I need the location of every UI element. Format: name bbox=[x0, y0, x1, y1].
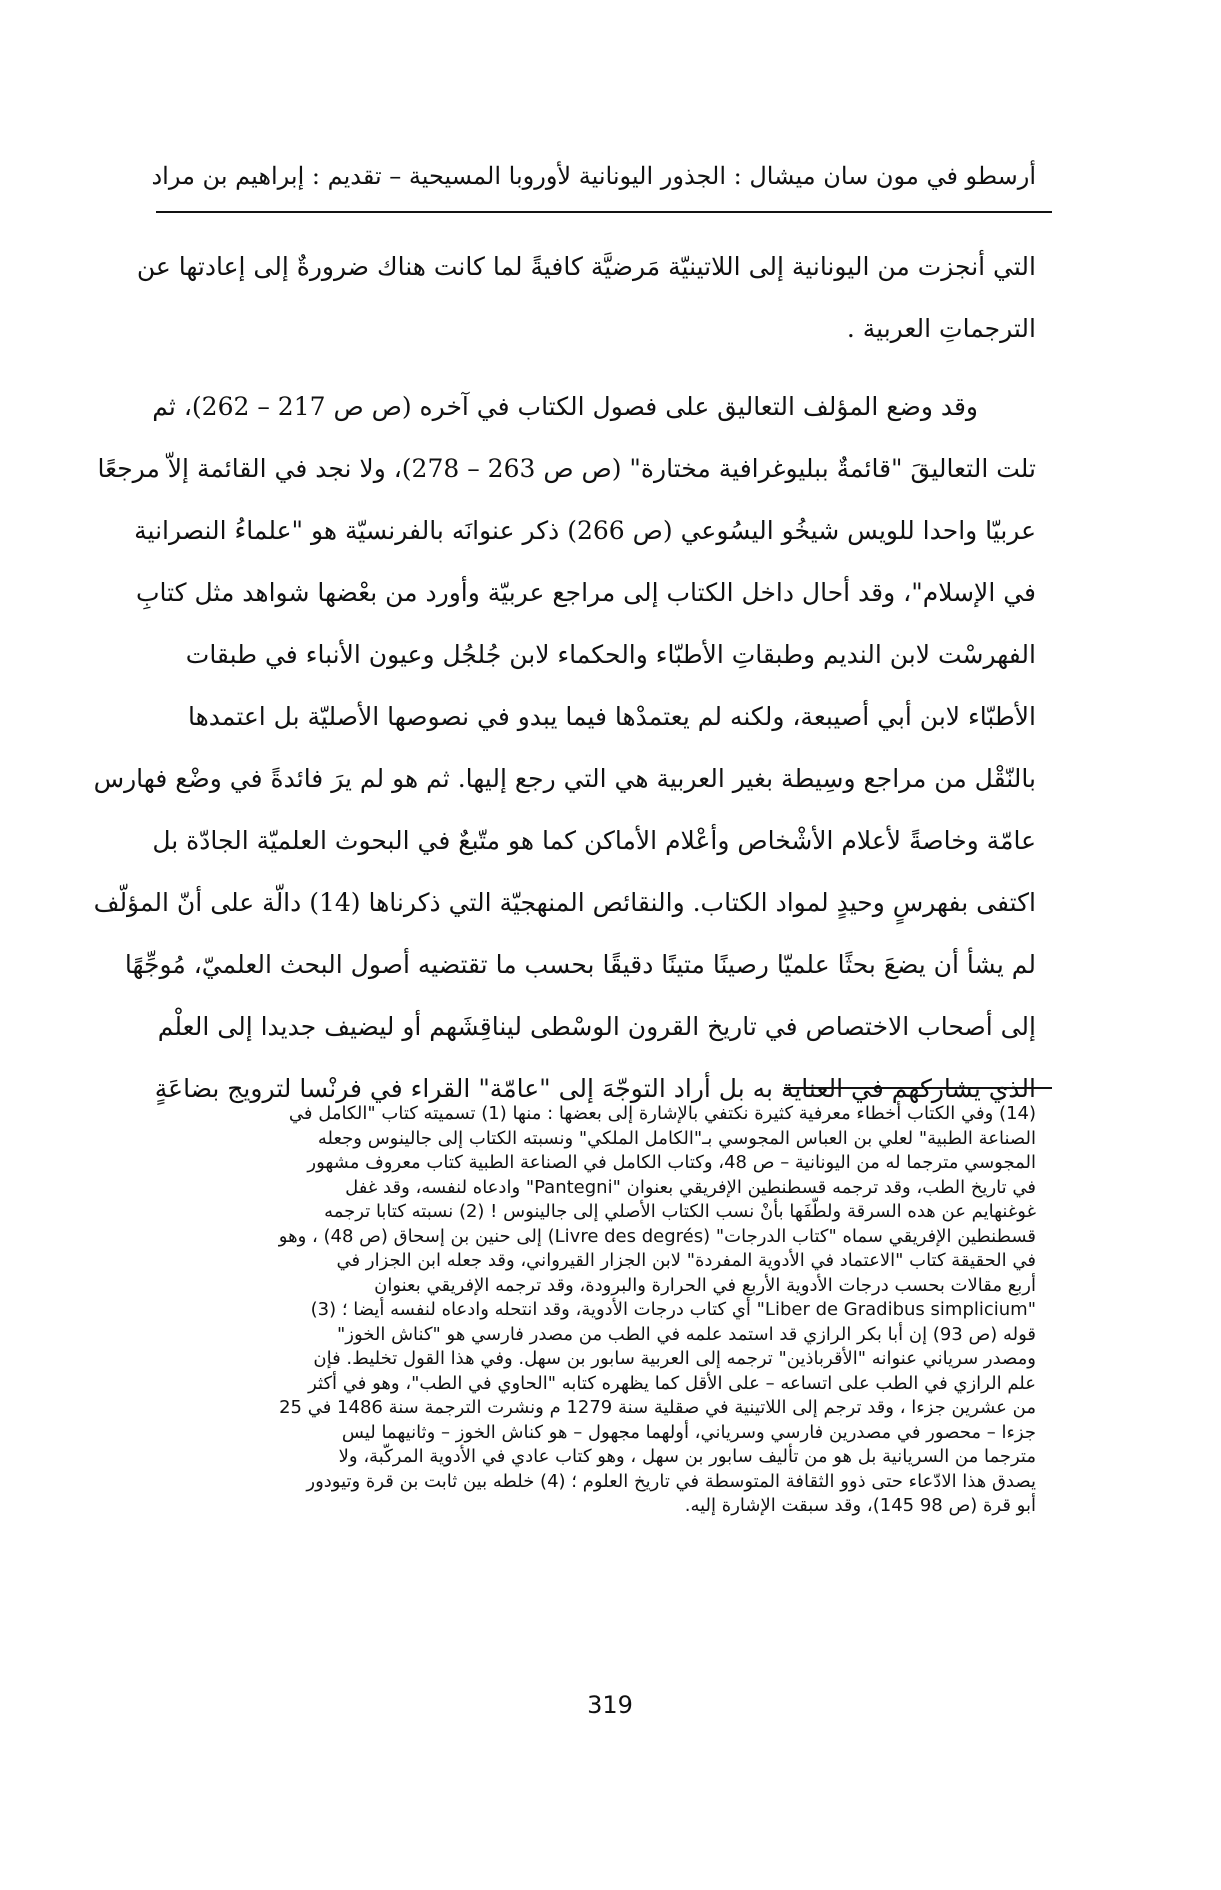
header-rule bbox=[156, 211, 1052, 213]
paragraph-2 bbox=[93, 376, 1036, 1120]
footnote-line: علم الرازي في الطب على اتساعه – على الأقل كما يظهره كتابه "الحاوي في الطب"، وهو في أكثر bbox=[308, 1372, 1036, 1394]
footnote-line: قوله (ص 93) إن أبا بكر الرازي قد استمد علمه في الطب من مصدر فارسي هو "كناش الخوز" bbox=[336, 1323, 1036, 1345]
footnote-line: "Liber de Gradibus simplicium" أي كتاب درجات الأدوية، وقد انتحله وادعاه لنفسه أيضا ؛ (3) bbox=[310, 1299, 1036, 1320]
text-line: اكتفى بفهرسٍ وحيدٍ لمواد الكتاب. والنقائص المنهجيّة التي ذكرناها (14) دالّة على أنّ المؤلّف bbox=[93, 888, 1036, 917]
footnote-line: من عشرين جزءا ، وقد ترجم إلى اللاتينية في صقلية سنة 1279 م ونشرت الترجمة سنة 1486 في 25 bbox=[279, 1397, 1036, 1418]
text-line: عربيّا واحدا للويس شيخُو اليسُوعي (ص 266) ذكر عنوانَه بالفرنسيّة هو "علماءُ النصرانية bbox=[134, 516, 1036, 545]
footnote-line: جزءا – محصور في مصدرين فارسي وسرياني، أولهما مجهول – هو كناش الخوز – وثانيهما ليس bbox=[341, 1421, 1036, 1443]
paragraph-1 bbox=[136, 236, 1036, 360]
footnote-line: يصدق هذا الادّعاء حتى ذوو الثقافة المتوسطة في تاريخ العلوم ؛ (4) خلطه بين ثابت بن قرة وتيودور bbox=[306, 1470, 1036, 1492]
text-line: الترجماتِ العربية . bbox=[846, 314, 1036, 343]
footnote-line: مترجما من السريانية بل هو من تأليف سابور بن سهل ، وهو كتاب عادي في الأدوية المركّبة، ولا bbox=[338, 1446, 1036, 1467]
text-line: الفهرسْت لابن النديم وطبقاتِ الأطبّاء والحكماء لابن جُلجُل وعيون الأنباء في طبقات bbox=[185, 640, 1036, 669]
footnote-line: ومصدر سرياني عنوانه "الأقرباذين" ترجمه إلى العربية سابور بن سهل. وفي هذا القول تخليط. فإن bbox=[313, 1348, 1036, 1369]
text-line: التي أنجزت من اليونانية إلى اللاتينيّة مَرضيَّة كافيةً لما كانت هناك ضرورةٌ إلى إعادتها عن bbox=[136, 252, 1036, 281]
footnote-rule bbox=[784, 1087, 1052, 1089]
running-header: أرسطو في مون سان ميشال : الجذور اليونانية لأوروبا المسيحية – تقديم : إبراهيم بن مراد bbox=[151, 162, 1036, 190]
text-line: إلى أصحاب الاختصاص في تاريخ القرون الوسْطى ليناقِشَهم أو ليضيف جديدا إلى العلْم bbox=[157, 1012, 1036, 1041]
text-line: وقد وضع المؤلف التعاليق على فصول الكتاب في آخره (ص ص 217 – 262)، ثم bbox=[152, 392, 978, 421]
text-line: في الإسلام"، وقد أحال داخل الكتاب إلى مراجع عربيّة وأورد من بعْضها شواهد مثل كتابِ bbox=[135, 578, 1036, 607]
footnote-line: (14) وفي الكتاب أخطاء معرفية كثيرة نكتفي بالإشارة إلى بعضها : منها (1) تسميته كتاب "الكامل في bbox=[288, 1103, 1036, 1124]
text-line: لم يشأ أن يضعَ بحثًا علميّا رصينًا متينًا دقيقًا بحسب ما تقتضيه أصول البحث العلميّ، مُوجِّهًا bbox=[124, 950, 1036, 979]
footnote-line: المجوسي مترجما له من اليونانية – ص 48، وكتاب الكامل في الصناعة الطبية كتاب معروف مشهور bbox=[307, 1152, 1036, 1173]
footnote-14 bbox=[156, 1102, 1036, 1519]
text-line: الذي يشاركهم في العناية به بل أراد التوجّهَ إلى "عامّة" القراء في فرنْسا لترويج بضاعَةٍ bbox=[154, 1074, 1036, 1103]
footnote-line: في الحقيقة كتاب "الاعتماد في الأدوية المفردة" لابن الجزار القيرواني، وقد جعله ابن الجزار في bbox=[336, 1250, 1036, 1271]
text-line: الأطبّاء لابن أبي أصيبعة، ولكنه لم يعتمدْها فيما يبدو في نصوصها الأصليّة بل اعتمدها bbox=[187, 702, 1036, 731]
footnote-line: غوغنهايم عن هده السرقة ولطّفَها بأنْ نسب الكتاب الأصلي إلى جالينوس ! (2) نسبته كتابا ترجمه bbox=[324, 1201, 1036, 1222]
page-number: 319 bbox=[587, 1691, 633, 1719]
footnote-line: أبو قرة (ص 98 145)، وقد سبقت الإشارة إليه. bbox=[684, 1495, 1036, 1516]
footnote-line: قسطنطين الإفريقي سماه "كتاب الدرجات" (Livre des degrés) إلى حنين بن إسحاق (ص 48) ، وهو bbox=[278, 1225, 1036, 1247]
footnote-line: الصناعة الطبية" لعلي بن العباس المجوسي بـ"الكامل الملكي" ونسبته الكتاب إلى جالينوس وجعله bbox=[317, 1127, 1036, 1149]
text-line: عامّة وخاصةً لأعلام الأشْخاص وأعْلام الأماكن كما هو متّبعٌ في البحوث العلميّة الجادّة بل bbox=[152, 826, 1036, 855]
footnote-line: أربع مقالات بحسب درجات الأدوية الأربع في الحرارة والبرودة، وقد ترجمه الإفريقي بعنوان bbox=[374, 1274, 1036, 1296]
text-line: تلت التعاليقَ "قائمةٌ ببليوغرافية مختارة" (ص ص 263 – 278)، ولا نجد في القائمة إلاّ مرجعًا bbox=[97, 454, 1036, 483]
text-line: بالنّقْل من مراجع وسِيطة بغير العربية هي التي رجع إليها. ثم هو لم يرَ فائدةً في وضْع فهارس bbox=[93, 764, 1036, 793]
footnote-line: في تاريخ الطب، وقد ترجمه قسطنطين الإفريقي بعنوان "Pantegni" وادعاه لنفسه، وقد غفل bbox=[345, 1176, 1036, 1198]
